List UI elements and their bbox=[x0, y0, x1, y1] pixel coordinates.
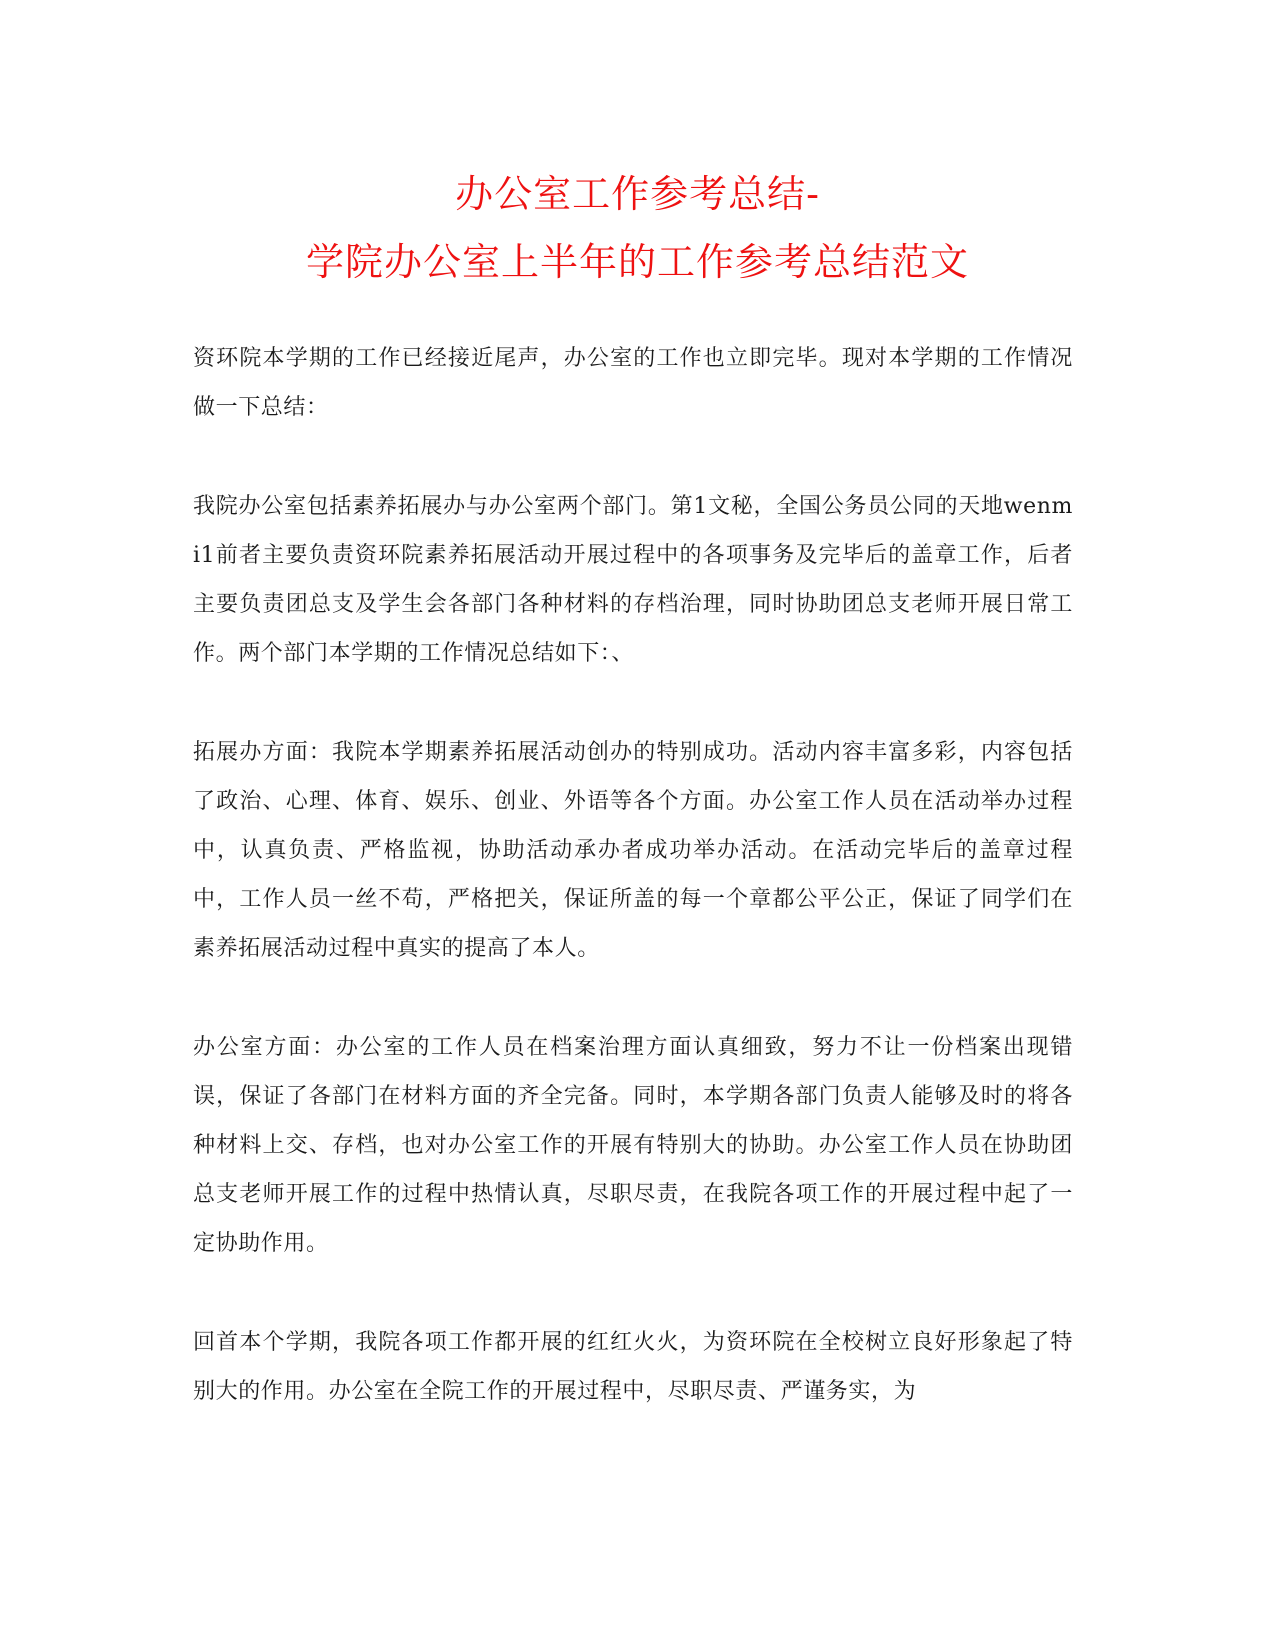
paragraph-intro: 资环院本学期的工作已经接近尾声，办公室的工作也立即完毕。现对本学期的工作情况做一下总结： bbox=[193, 346, 1073, 420]
title-line-2: 学院办公室上半年的工作参考总结范文 bbox=[305, 240, 969, 284]
paragraph-departments: 我院办公室包括素养拓展办与办公室两个部门。第1文秘，全国公务员公同的天地wenmi1前者主要负责资环院素养拓展活动开展过程中的各项事务及完毕后的盖章工作，后者主要负责团总支及学生会各部门各种材料的存档治理，同时协助团总支老师开展日常工作。两个部门本学期的工作情况总结如下：、 bbox=[193, 494, 1073, 666]
document-title bbox=[150, 160, 1125, 296]
paragraph-office: 办公室方面：办公室的工作人员在档案治理方面认真细致，努力不让一份档案出现错误，保证了各部门在材料方面的齐全完备。同时，本学期各部门负责人能够及时的将各种材料上交、存档，也对办公室工作的开展有特别大的协助。办公室工作人员在协助团总支老师开展工作的过程中热情认真，尽职尽责，在我院各项工作的开展过程中起了一定协助作用。 bbox=[193, 1035, 1073, 1256]
title-line-1: 办公室工作参考总结- bbox=[455, 172, 820, 216]
document-body bbox=[193, 334, 1073, 1466]
paragraph-review: 回首本个学期，我院各项工作都开展的红红火火，为资环院在全校树立良好形象起了特别大的作用。办公室在全院工作的开展过程中，尽职尽责、严谨务实，为 bbox=[193, 1330, 1073, 1404]
paragraph-expansion-office: 拓展办方面：我院本学期素养拓展活动创办的特别成功。活动内容丰富多彩，内容包括了政治、心理、体育、娱乐、创业、外语等各个方面。办公室工作人员在活动举办过程中，认真负责、严格监视，协助活动承办者成功举办活动。在活动完毕后的盖章过程中，工作人员一丝不苟，严格把关，保证所盖的每一个章都公平公正，保证了同学们在素养拓展活动过程中真实的提高了本人。 bbox=[193, 740, 1073, 961]
